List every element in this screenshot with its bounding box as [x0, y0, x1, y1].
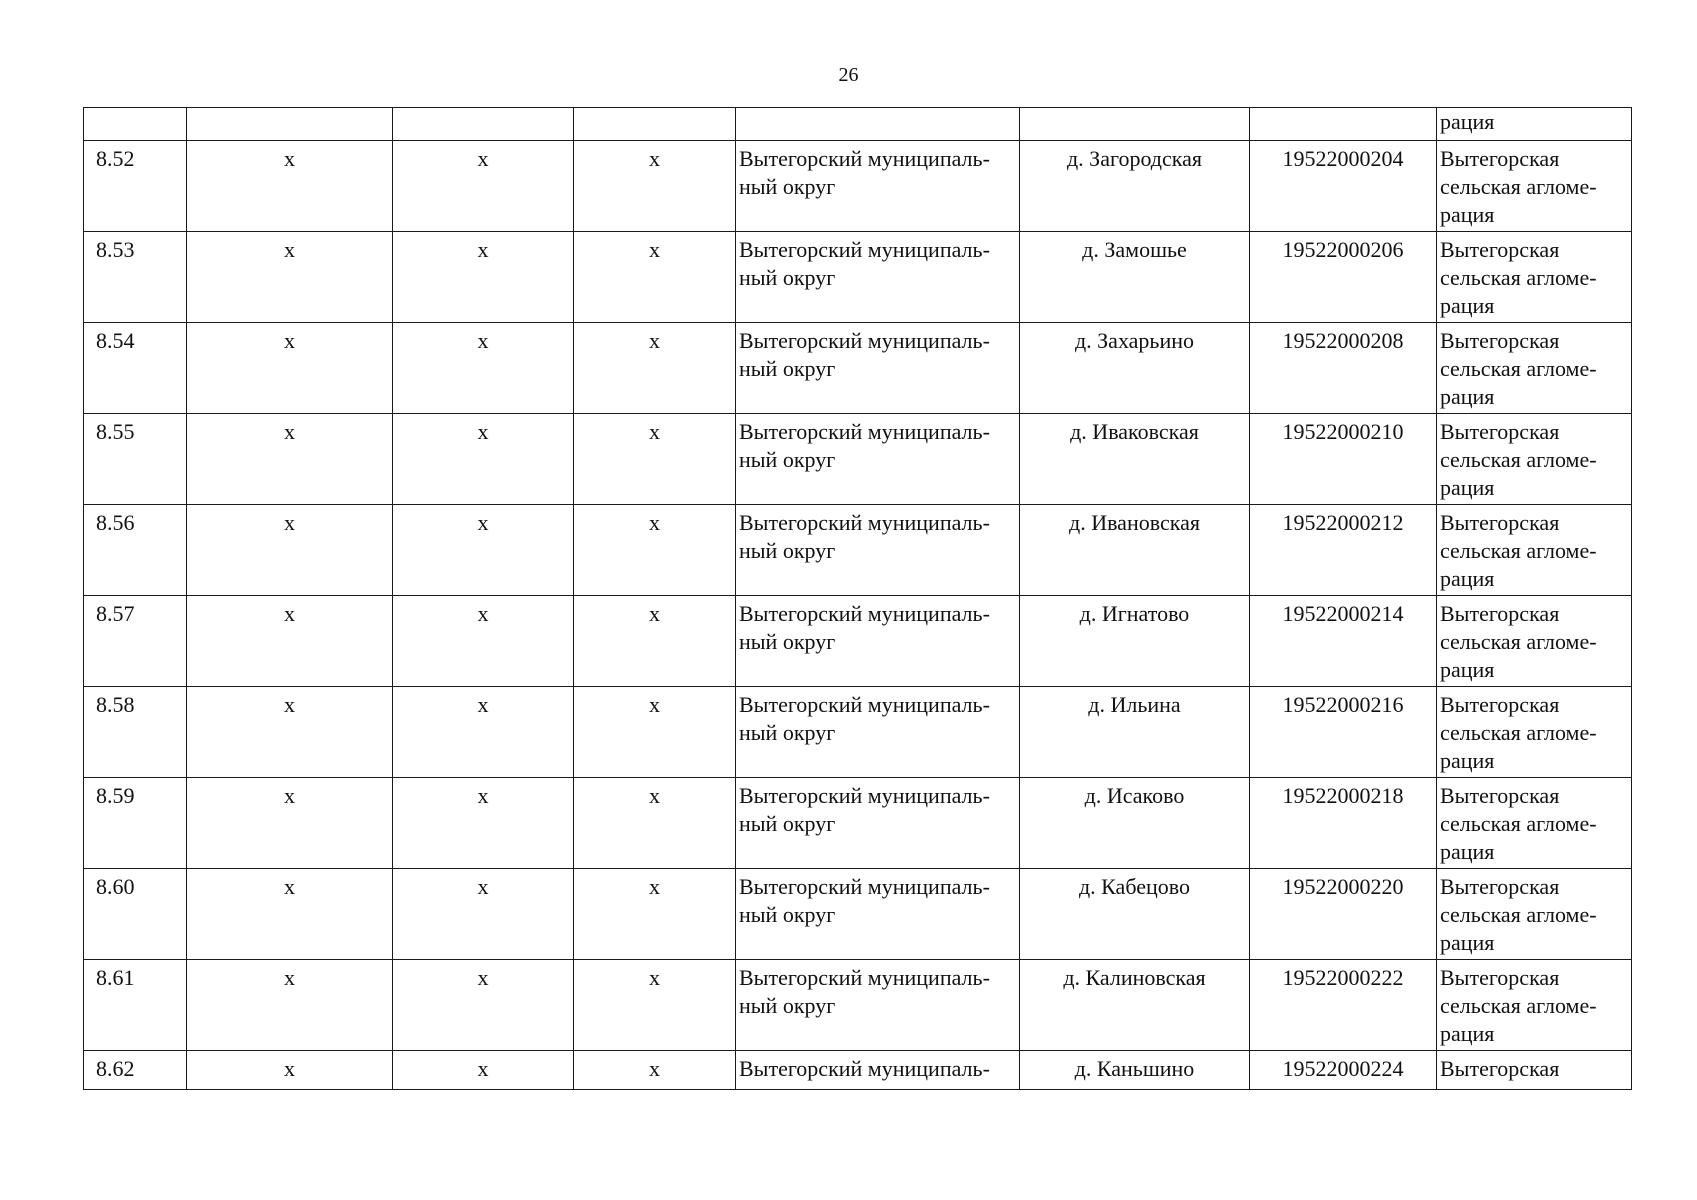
cell-x: x	[574, 1051, 736, 1090]
cell-x: x	[187, 323, 393, 414]
cell-x: x	[574, 778, 736, 869]
cell-x: x	[393, 869, 574, 960]
table-cell	[736, 108, 1020, 141]
table-cell	[1250, 108, 1437, 141]
oktmo-code: 19522000210	[1250, 414, 1437, 505]
row-number: 8.54	[84, 323, 187, 414]
table-cell	[393, 108, 574, 141]
table-cell	[187, 108, 393, 141]
locality-name: д. Кабецово	[1020, 869, 1250, 960]
table-row	[84, 687, 1632, 778]
cell-x: x	[393, 960, 574, 1051]
table-row	[84, 869, 1632, 960]
agglomeration-name: Вытегорская сельская агломе-рация	[1437, 687, 1632, 778]
cell-x: x	[393, 505, 574, 596]
cell-x: x	[393, 414, 574, 505]
agglomeration-name: Вытегорская	[1437, 1051, 1632, 1090]
agglomeration-name: Вытегорская сельская агломе-рация	[1437, 869, 1632, 960]
row-number: 8.53	[84, 232, 187, 323]
locality-name: д. Калиновская	[1020, 960, 1250, 1051]
table-cell	[574, 108, 736, 141]
locality-name: д. Ильина	[1020, 687, 1250, 778]
table-row	[84, 960, 1632, 1051]
table-row	[84, 596, 1632, 687]
cell-x: x	[574, 505, 736, 596]
oktmo-code: 19522000212	[1250, 505, 1437, 596]
table-row	[84, 778, 1632, 869]
cell-x: x	[187, 414, 393, 505]
agglomeration-name: Вытегорская сельская агломе-рация	[1437, 596, 1632, 687]
cell-x: x	[187, 141, 393, 232]
cell-x: x	[574, 596, 736, 687]
cell-x: x	[393, 778, 574, 869]
cell-x: x	[187, 232, 393, 323]
cell-x: x	[187, 960, 393, 1051]
cell-x: x	[393, 596, 574, 687]
row-number: 8.59	[84, 778, 187, 869]
oktmo-code: 19522000204	[1250, 141, 1437, 232]
agglomeration-name: Вытегорская сельская агломе-рация	[1437, 232, 1632, 323]
cell-x: x	[187, 687, 393, 778]
locality-name: д. Каньшино	[1020, 1051, 1250, 1090]
cell-x: x	[187, 778, 393, 869]
cell-x: x	[393, 323, 574, 414]
row-number: 8.57	[84, 596, 187, 687]
oktmo-code: 19522000218	[1250, 778, 1437, 869]
table-row	[84, 323, 1632, 414]
table-row	[84, 1051, 1632, 1090]
agglomeration-name: Вытегорская сельская агломе-рация	[1437, 414, 1632, 505]
cell-x: x	[574, 141, 736, 232]
cell-x: x	[574, 323, 736, 414]
district-name: Вытегорский муниципаль-ный округ	[736, 141, 1020, 232]
cell-x: x	[187, 869, 393, 960]
table-continuation-row	[84, 108, 1632, 141]
row-number: 8.62	[84, 1051, 187, 1090]
oktmo-code: 19522000224	[1250, 1051, 1437, 1090]
locality-name: д. Ивановская	[1020, 505, 1250, 596]
oktmo-code: 19522000216	[1250, 687, 1437, 778]
table-row	[84, 505, 1632, 596]
row-number: 8.52	[84, 141, 187, 232]
locality-name: д. Иваковская	[1020, 414, 1250, 505]
district-name: Вытегорский муниципаль-ный округ	[736, 414, 1020, 505]
district-name: Вытегорский муниципаль-ный округ	[736, 687, 1020, 778]
cell-x: x	[187, 505, 393, 596]
district-name: Вытегорский муниципаль-ный округ	[736, 505, 1020, 596]
cell-x: x	[574, 232, 736, 323]
oktmo-code: 19522000206	[1250, 232, 1437, 323]
agglomeration-name: Вытегорская сельская агломе-рация	[1437, 141, 1632, 232]
table-cell	[1020, 108, 1250, 141]
district-name: Вытегорский муниципаль-ный округ	[736, 778, 1020, 869]
locality-name: д. Захарьино	[1020, 323, 1250, 414]
locality-name: д. Игнатово	[1020, 596, 1250, 687]
district-name: Вытегорский муниципаль-	[736, 1051, 1020, 1090]
table-row	[84, 141, 1632, 232]
cell-x: x	[574, 687, 736, 778]
district-name: Вытегорский муниципаль-ный округ	[736, 323, 1020, 414]
cell-x: x	[574, 869, 736, 960]
cell-x: x	[187, 1051, 393, 1090]
agglomeration-name: Вытегорская сельская агломе-рация	[1437, 505, 1632, 596]
cell-x: x	[393, 1051, 574, 1090]
locality-name: д. Замошье	[1020, 232, 1250, 323]
district-name: Вытегорский муниципаль-ный округ	[736, 869, 1020, 960]
district-name: Вытегорский муниципаль-ный округ	[736, 232, 1020, 323]
row-number: 8.60	[84, 869, 187, 960]
row-number: 8.58	[84, 687, 187, 778]
oktmo-code: 19522000220	[1250, 869, 1437, 960]
cell-x: x	[393, 232, 574, 323]
district-name: Вытегорский муниципаль-ный округ	[736, 596, 1020, 687]
agglomeration-continuation: рация	[1437, 108, 1632, 141]
registry-table	[83, 107, 1632, 1090]
page-number: 26	[838, 64, 859, 86]
district-name: Вытегорский муниципаль-ный округ	[736, 960, 1020, 1051]
locality-name: д. Загородская	[1020, 141, 1250, 232]
cell-x: x	[187, 596, 393, 687]
agglomeration-name: Вытегорская сельская агломе-рация	[1437, 960, 1632, 1051]
row-number: 8.56	[84, 505, 187, 596]
locality-name: д. Исаково	[1020, 778, 1250, 869]
cell-x: x	[574, 414, 736, 505]
table-row	[84, 232, 1632, 323]
cell-x: x	[393, 687, 574, 778]
oktmo-code: 19522000222	[1250, 960, 1437, 1051]
table-row	[84, 414, 1632, 505]
cell-x: x	[393, 141, 574, 232]
agglomeration-name: Вытегорская сельская агломе-рация	[1437, 323, 1632, 414]
row-number: 8.55	[84, 414, 187, 505]
table-cell	[84, 108, 187, 141]
agglomeration-name: Вытегорская сельская агломе-рация	[1437, 778, 1632, 869]
cell-x: x	[574, 960, 736, 1051]
oktmo-code: 19522000214	[1250, 596, 1437, 687]
row-number: 8.61	[84, 960, 187, 1051]
oktmo-code: 19522000208	[1250, 323, 1437, 414]
